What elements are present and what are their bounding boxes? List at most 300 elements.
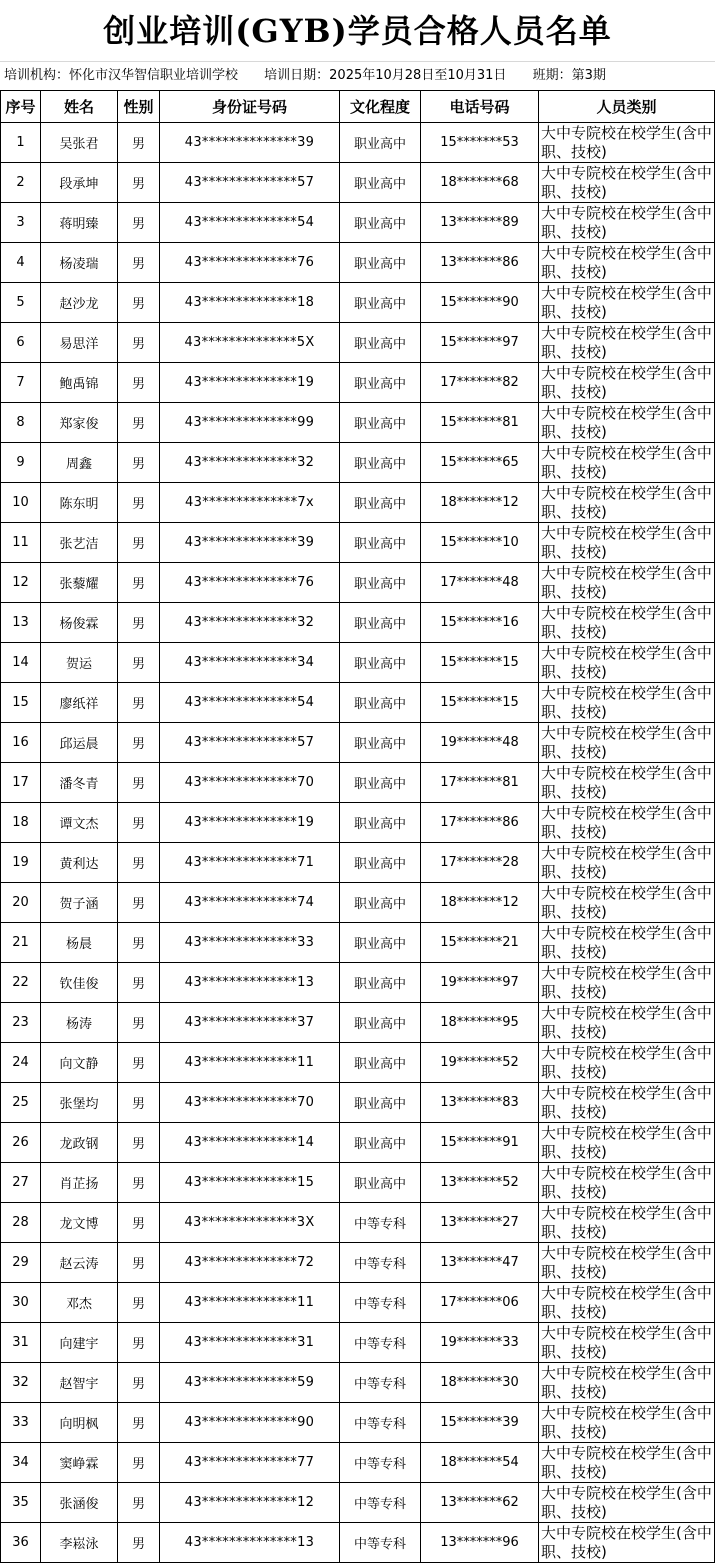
cell-no: 24 [1, 1043, 41, 1083]
cell-name: 向建宇 [41, 1323, 118, 1363]
cell-gender: 男 [118, 883, 160, 923]
col-header-edu: 文化程度 [340, 91, 421, 123]
col-header-name: 姓名 [41, 91, 118, 123]
cell-name: 张藜耀 [41, 563, 118, 603]
cell-name: 潘冬青 [41, 763, 118, 803]
cell-id: 43**************12 [160, 1483, 340, 1523]
table-row [1, 283, 715, 323]
table-row [1, 1043, 715, 1083]
cell-gender: 男 [118, 283, 160, 323]
cell-category: 大中专院校在校学生(含中职、技校) [539, 323, 715, 363]
cell-category: 大中专院校在校学生(含中职、技校) [539, 483, 715, 523]
training-info [0, 62, 715, 90]
cell-no: 20 [1, 883, 41, 923]
cell-phone: 15*******81 [421, 403, 539, 443]
cell-category: 大中专院校在校学生(含中职、技校) [539, 1483, 715, 1523]
cell-category: 大中专院校在校学生(含中职、技校) [539, 243, 715, 283]
cell-phone: 17*******28 [421, 843, 539, 883]
cell-category: 大中专院校在校学生(含中职、技校) [539, 763, 715, 803]
cell-name: 陈东明 [41, 483, 118, 523]
cell-no: 10 [1, 483, 41, 523]
cell-edu: 职业高中 [340, 923, 421, 963]
cell-name: 向明枫 [41, 1403, 118, 1443]
cell-no: 23 [1, 1003, 41, 1043]
cell-gender: 男 [118, 243, 160, 283]
cell-edu: 职业高中 [340, 323, 421, 363]
cell-edu: 职业高中 [340, 403, 421, 443]
cell-id: 43**************54 [160, 203, 340, 243]
cell-phone: 13*******86 [421, 243, 539, 283]
cell-name: 杨涛 [41, 1003, 118, 1043]
cell-gender: 男 [118, 163, 160, 203]
cell-name: 贺子涵 [41, 883, 118, 923]
cell-phone: 17*******82 [421, 363, 539, 403]
cell-phone: 18*******12 [421, 483, 539, 523]
table-row [1, 123, 715, 163]
cell-name: 谭文杰 [41, 803, 118, 843]
cell-name: 张堡均 [41, 1083, 118, 1123]
cell-no: 34 [1, 1443, 41, 1483]
table-row [1, 1243, 715, 1283]
cell-phone: 17*******48 [421, 563, 539, 603]
training-org: 培训机构：怀化市汉华智信职业培训学校 [4, 68, 239, 83]
table-row [1, 603, 715, 643]
cell-gender: 男 [118, 403, 160, 443]
cell-id: 43**************39 [160, 523, 340, 563]
cell-id: 43**************11 [160, 1043, 340, 1083]
cell-gender: 男 [118, 443, 160, 483]
cell-id: 43**************76 [160, 563, 340, 603]
cell-name: 龙文博 [41, 1203, 118, 1243]
cell-no: 30 [1, 1283, 41, 1323]
cell-edu: 职业高中 [340, 443, 421, 483]
cell-edu: 职业高中 [340, 1123, 421, 1163]
cell-id: 43**************15 [160, 1163, 340, 1203]
cell-no: 33 [1, 1403, 41, 1443]
cell-id: 43**************34 [160, 643, 340, 683]
table-row [1, 1483, 715, 1523]
col-header-category: 人员类别 [539, 91, 715, 123]
table-row [1, 1083, 715, 1123]
cell-edu: 职业高中 [340, 963, 421, 1003]
cell-edu: 职业高中 [340, 123, 421, 163]
cell-phone: 19*******52 [421, 1043, 539, 1083]
cell-id: 43**************7x [160, 483, 340, 523]
cell-edu: 职业高中 [340, 243, 421, 283]
cell-name: 肖芷扬 [41, 1163, 118, 1203]
cell-id: 43**************5X [160, 323, 340, 363]
table-row [1, 1003, 715, 1043]
cell-category: 大中专院校在校学生(含中职、技校) [539, 203, 715, 243]
cell-edu: 职业高中 [340, 603, 421, 643]
cell-gender: 男 [118, 643, 160, 683]
cell-phone: 15*******21 [421, 923, 539, 963]
cell-phone: 17*******06 [421, 1283, 539, 1323]
cell-edu: 职业高中 [340, 643, 421, 683]
cell-phone: 13*******27 [421, 1203, 539, 1243]
cell-name: 鲍禹锦 [41, 363, 118, 403]
cell-phone: 18*******30 [421, 1363, 539, 1403]
cell-id: 43**************59 [160, 1363, 340, 1403]
cell-category: 大中专院校在校学生(含中职、技校) [539, 963, 715, 1003]
cell-name: 窦峥霖 [41, 1443, 118, 1483]
cell-no: 11 [1, 523, 41, 563]
cell-phone: 18*******54 [421, 1443, 539, 1483]
table-row [1, 683, 715, 723]
cell-edu: 职业高中 [340, 163, 421, 203]
page-title: 创业培训(GYB)学员合格人员名单 [0, 0, 715, 62]
cell-edu: 职业高中 [340, 803, 421, 843]
cell-phone: 15*******53 [421, 123, 539, 163]
cell-name: 邓杰 [41, 1283, 118, 1323]
table-row [1, 1163, 715, 1203]
cell-gender: 男 [118, 1443, 160, 1483]
table-row [1, 803, 715, 843]
cell-no: 29 [1, 1243, 41, 1283]
cell-gender: 男 [118, 723, 160, 763]
cell-id: 43**************71 [160, 843, 340, 883]
table-row [1, 363, 715, 403]
table-row [1, 1203, 715, 1243]
cell-phone: 18*******12 [421, 883, 539, 923]
cell-gender: 男 [118, 1203, 160, 1243]
cell-phone: 13*******62 [421, 1483, 539, 1523]
cell-category: 大中专院校在校学生(含中职、技校) [539, 1443, 715, 1483]
cell-name: 赵云涛 [41, 1243, 118, 1283]
cell-category: 大中专院校在校学生(含中职、技校) [539, 523, 715, 563]
cell-phone: 19*******48 [421, 723, 539, 763]
cell-id: 43**************19 [160, 803, 340, 843]
cell-category: 大中专院校在校学生(含中职、技校) [539, 923, 715, 963]
cell-gender: 男 [118, 963, 160, 1003]
cell-edu: 中等专科 [340, 1483, 421, 1523]
cell-name: 李崧泳 [41, 1523, 118, 1563]
cell-id: 43**************54 [160, 683, 340, 723]
cell-no: 28 [1, 1203, 41, 1243]
cell-no: 15 [1, 683, 41, 723]
table-row [1, 203, 715, 243]
cell-no: 7 [1, 363, 41, 403]
cell-no: 17 [1, 763, 41, 803]
cell-gender: 男 [118, 1003, 160, 1043]
cell-category: 大中专院校在校学生(含中职、技校) [539, 1363, 715, 1403]
cell-edu: 职业高中 [340, 883, 421, 923]
cell-no: 5 [1, 283, 41, 323]
cell-gender: 男 [118, 603, 160, 643]
cell-phone: 15*******97 [421, 323, 539, 363]
cell-category: 大中专院校在校学生(含中职、技校) [539, 1283, 715, 1323]
cell-id: 43**************90 [160, 1403, 340, 1443]
table-row [1, 843, 715, 883]
cell-id: 43**************3X [160, 1203, 340, 1243]
cell-category: 大中专院校在校学生(含中职、技校) [539, 1243, 715, 1283]
cell-edu: 中等专科 [340, 1443, 421, 1483]
cell-phone: 13*******83 [421, 1083, 539, 1123]
table-row [1, 443, 715, 483]
cell-id: 43**************39 [160, 123, 340, 163]
table-row [1, 643, 715, 683]
roster-table [0, 90, 715, 1563]
cell-name: 张艺洁 [41, 523, 118, 563]
cell-name: 蒋明臻 [41, 203, 118, 243]
cell-edu: 中等专科 [340, 1243, 421, 1283]
cell-name: 龙政钢 [41, 1123, 118, 1163]
cell-no: 2 [1, 163, 41, 203]
cell-name: 杨晨 [41, 923, 118, 963]
table-row [1, 1363, 715, 1403]
table-header-row [1, 91, 715, 123]
table-row [1, 243, 715, 283]
cell-edu: 中等专科 [340, 1363, 421, 1403]
cell-no: 19 [1, 843, 41, 883]
table-row [1, 763, 715, 803]
cell-edu: 中等专科 [340, 1523, 421, 1563]
cell-category: 大中专院校在校学生(含中职、技校) [539, 683, 715, 723]
cell-name: 张涵俊 [41, 1483, 118, 1523]
cell-gender: 男 [118, 1243, 160, 1283]
cell-gender: 男 [118, 203, 160, 243]
cell-category: 大中专院校在校学生(含中职、技校) [539, 1163, 715, 1203]
cell-category: 大中专院校在校学生(含中职、技校) [539, 1083, 715, 1123]
cell-gender: 男 [118, 1403, 160, 1443]
cell-edu: 职业高中 [340, 1163, 421, 1203]
cell-gender: 男 [118, 843, 160, 883]
cell-phone: 15*******15 [421, 683, 539, 723]
cell-phone: 18*******95 [421, 1003, 539, 1043]
cell-phone: 15*******16 [421, 603, 539, 643]
table-row [1, 483, 715, 523]
cell-name: 钦佳俊 [41, 963, 118, 1003]
cell-gender: 男 [118, 923, 160, 963]
cell-phone: 15*******15 [421, 643, 539, 683]
cell-no: 36 [1, 1523, 41, 1563]
cell-name: 向文静 [41, 1043, 118, 1083]
cell-edu: 中等专科 [340, 1403, 421, 1443]
table-row [1, 1283, 715, 1323]
cell-id: 43**************32 [160, 443, 340, 483]
cell-category: 大中专院校在校学生(含中职、技校) [539, 843, 715, 883]
cell-gender: 男 [118, 1483, 160, 1523]
cell-no: 26 [1, 1123, 41, 1163]
cell-phone: 13*******52 [421, 1163, 539, 1203]
cell-category: 大中专院校在校学生(含中职、技校) [539, 283, 715, 323]
cell-no: 12 [1, 563, 41, 603]
cell-edu: 职业高中 [340, 363, 421, 403]
cell-edu: 中等专科 [340, 1203, 421, 1243]
col-header-no: 序号 [1, 91, 41, 123]
table-row [1, 1123, 715, 1163]
cell-phone: 19*******97 [421, 963, 539, 1003]
training-date: 培训日期：2025年10月28日至10月31日 [264, 68, 507, 83]
cell-category: 大中专院校在校学生(含中职、技校) [539, 123, 715, 163]
cell-id: 43**************13 [160, 963, 340, 1003]
cell-category: 大中专院校在校学生(含中职、技校) [539, 643, 715, 683]
cell-id: 43**************57 [160, 163, 340, 203]
cell-phone: 13*******89 [421, 203, 539, 243]
cell-gender: 男 [118, 1123, 160, 1163]
cell-edu: 职业高中 [340, 683, 421, 723]
cell-phone: 17*******81 [421, 763, 539, 803]
table-row [1, 1523, 715, 1563]
cell-edu: 职业高中 [340, 723, 421, 763]
cell-category: 大中专院校在校学生(含中职、技校) [539, 1403, 715, 1443]
table-row [1, 163, 715, 203]
table-row [1, 1443, 715, 1483]
cell-name: 廖纸祥 [41, 683, 118, 723]
cell-edu: 职业高中 [340, 563, 421, 603]
table-row [1, 1323, 715, 1363]
cell-edu: 职业高中 [340, 523, 421, 563]
cell-gender: 男 [118, 563, 160, 603]
cell-id: 43**************33 [160, 923, 340, 963]
cell-category: 大中专院校在校学生(含中职、技校) [539, 563, 715, 603]
cell-gender: 男 [118, 523, 160, 563]
table-row [1, 523, 715, 563]
table-row [1, 923, 715, 963]
cell-id: 43**************72 [160, 1243, 340, 1283]
col-header-gender: 性别 [118, 91, 160, 123]
cell-gender: 男 [118, 1523, 160, 1563]
table-row [1, 883, 715, 923]
cell-name: 杨凌瑞 [41, 243, 118, 283]
cell-gender: 男 [118, 1323, 160, 1363]
cell-no: 3 [1, 203, 41, 243]
cell-id: 43**************18 [160, 283, 340, 323]
cell-gender: 男 [118, 683, 160, 723]
cell-gender: 男 [118, 1083, 160, 1123]
cell-edu: 职业高中 [340, 1003, 421, 1043]
cell-no: 35 [1, 1483, 41, 1523]
cell-name: 吴张君 [41, 123, 118, 163]
cell-gender: 男 [118, 763, 160, 803]
cell-phone: 13*******96 [421, 1523, 539, 1563]
cell-gender: 男 [118, 1363, 160, 1403]
cell-name: 易思洋 [41, 323, 118, 363]
cell-phone: 15*******10 [421, 523, 539, 563]
cell-id: 43**************99 [160, 403, 340, 443]
cell-gender: 男 [118, 1043, 160, 1083]
cell-name: 杨俊霖 [41, 603, 118, 643]
cell-no: 32 [1, 1363, 41, 1403]
cell-edu: 职业高中 [340, 763, 421, 803]
cell-phone: 18*******68 [421, 163, 539, 203]
cell-gender: 男 [118, 803, 160, 843]
cell-gender: 男 [118, 123, 160, 163]
cell-no: 31 [1, 1323, 41, 1363]
table-row [1, 723, 715, 763]
cell-gender: 男 [118, 323, 160, 363]
cell-category: 大中专院校在校学生(含中职、技校) [539, 1203, 715, 1243]
cell-name: 赵沙龙 [41, 283, 118, 323]
cell-category: 大中专院校在校学生(含中职、技校) [539, 1523, 715, 1563]
table-row [1, 323, 715, 363]
cell-category: 大中专院校在校学生(含中职、技校) [539, 1043, 715, 1083]
cell-no: 18 [1, 803, 41, 843]
cell-id: 43**************70 [160, 1083, 340, 1123]
cell-no: 14 [1, 643, 41, 683]
cell-phone: 19*******33 [421, 1323, 539, 1363]
cell-category: 大中专院校在校学生(含中职、技校) [539, 723, 715, 763]
cell-phone: 17*******86 [421, 803, 539, 843]
cell-category: 大中专院校在校学生(含中职、技校) [539, 443, 715, 483]
cell-phone: 15*******65 [421, 443, 539, 483]
col-header-phone: 电话号码 [421, 91, 539, 123]
cell-gender: 男 [118, 483, 160, 523]
cell-name: 赵智宇 [41, 1363, 118, 1403]
cell-phone: 13*******47 [421, 1243, 539, 1283]
cell-phone: 15*******90 [421, 283, 539, 323]
cell-id: 43**************13 [160, 1523, 340, 1563]
cell-name: 郑家俊 [41, 403, 118, 443]
cell-id: 43**************70 [160, 763, 340, 803]
cell-no: 13 [1, 603, 41, 643]
roster-body [1, 123, 715, 1563]
cell-gender: 男 [118, 1163, 160, 1203]
cell-edu: 职业高中 [340, 843, 421, 883]
cell-no: 8 [1, 403, 41, 443]
cell-edu: 中等专科 [340, 1283, 421, 1323]
cell-gender: 男 [118, 1283, 160, 1323]
cell-category: 大中专院校在校学生(含中职、技校) [539, 803, 715, 843]
cell-id: 43**************11 [160, 1283, 340, 1323]
cell-name: 贺运 [41, 643, 118, 683]
cell-edu: 职业高中 [340, 283, 421, 323]
table-row [1, 963, 715, 1003]
cell-edu: 职业高中 [340, 203, 421, 243]
cell-id: 43**************57 [160, 723, 340, 763]
cell-id: 43**************31 [160, 1323, 340, 1363]
cell-gender: 男 [118, 363, 160, 403]
cell-id: 43**************77 [160, 1443, 340, 1483]
cell-no: 21 [1, 923, 41, 963]
table-row [1, 563, 715, 603]
cell-name: 段承坤 [41, 163, 118, 203]
training-class: 班期：第3期 [532, 68, 606, 83]
cell-no: 1 [1, 123, 41, 163]
cell-edu: 职业高中 [340, 1043, 421, 1083]
cell-no: 27 [1, 1163, 41, 1203]
cell-id: 43**************37 [160, 1003, 340, 1043]
cell-edu: 中等专科 [340, 1323, 421, 1363]
cell-no: 22 [1, 963, 41, 1003]
cell-id: 43**************76 [160, 243, 340, 283]
cell-id: 43**************32 [160, 603, 340, 643]
cell-category: 大中专院校在校学生(含中职、技校) [539, 163, 715, 203]
cell-no: 4 [1, 243, 41, 283]
cell-category: 大中专院校在校学生(含中职、技校) [539, 603, 715, 643]
cell-name: 邱运晨 [41, 723, 118, 763]
cell-name: 周鑫 [41, 443, 118, 483]
cell-category: 大中专院校在校学生(含中职、技校) [539, 363, 715, 403]
cell-no: 16 [1, 723, 41, 763]
cell-category: 大中专院校在校学生(含中职、技校) [539, 883, 715, 923]
cell-phone: 15*******91 [421, 1123, 539, 1163]
cell-id: 43**************14 [160, 1123, 340, 1163]
table-row [1, 403, 715, 443]
cell-edu: 职业高中 [340, 1083, 421, 1123]
cell-edu: 职业高中 [340, 483, 421, 523]
cell-no: 9 [1, 443, 41, 483]
cell-category: 大中专院校在校学生(含中职、技校) [539, 1003, 715, 1043]
cell-name: 黄利达 [41, 843, 118, 883]
cell-no: 6 [1, 323, 41, 363]
col-header-id: 身份证号码 [160, 91, 340, 123]
cell-category: 大中专院校在校学生(含中职、技校) [539, 403, 715, 443]
cell-id: 43**************19 [160, 363, 340, 403]
cell-phone: 15*******39 [421, 1403, 539, 1443]
table-row [1, 1403, 715, 1443]
cell-category: 大中专院校在校学生(含中职、技校) [539, 1323, 715, 1363]
